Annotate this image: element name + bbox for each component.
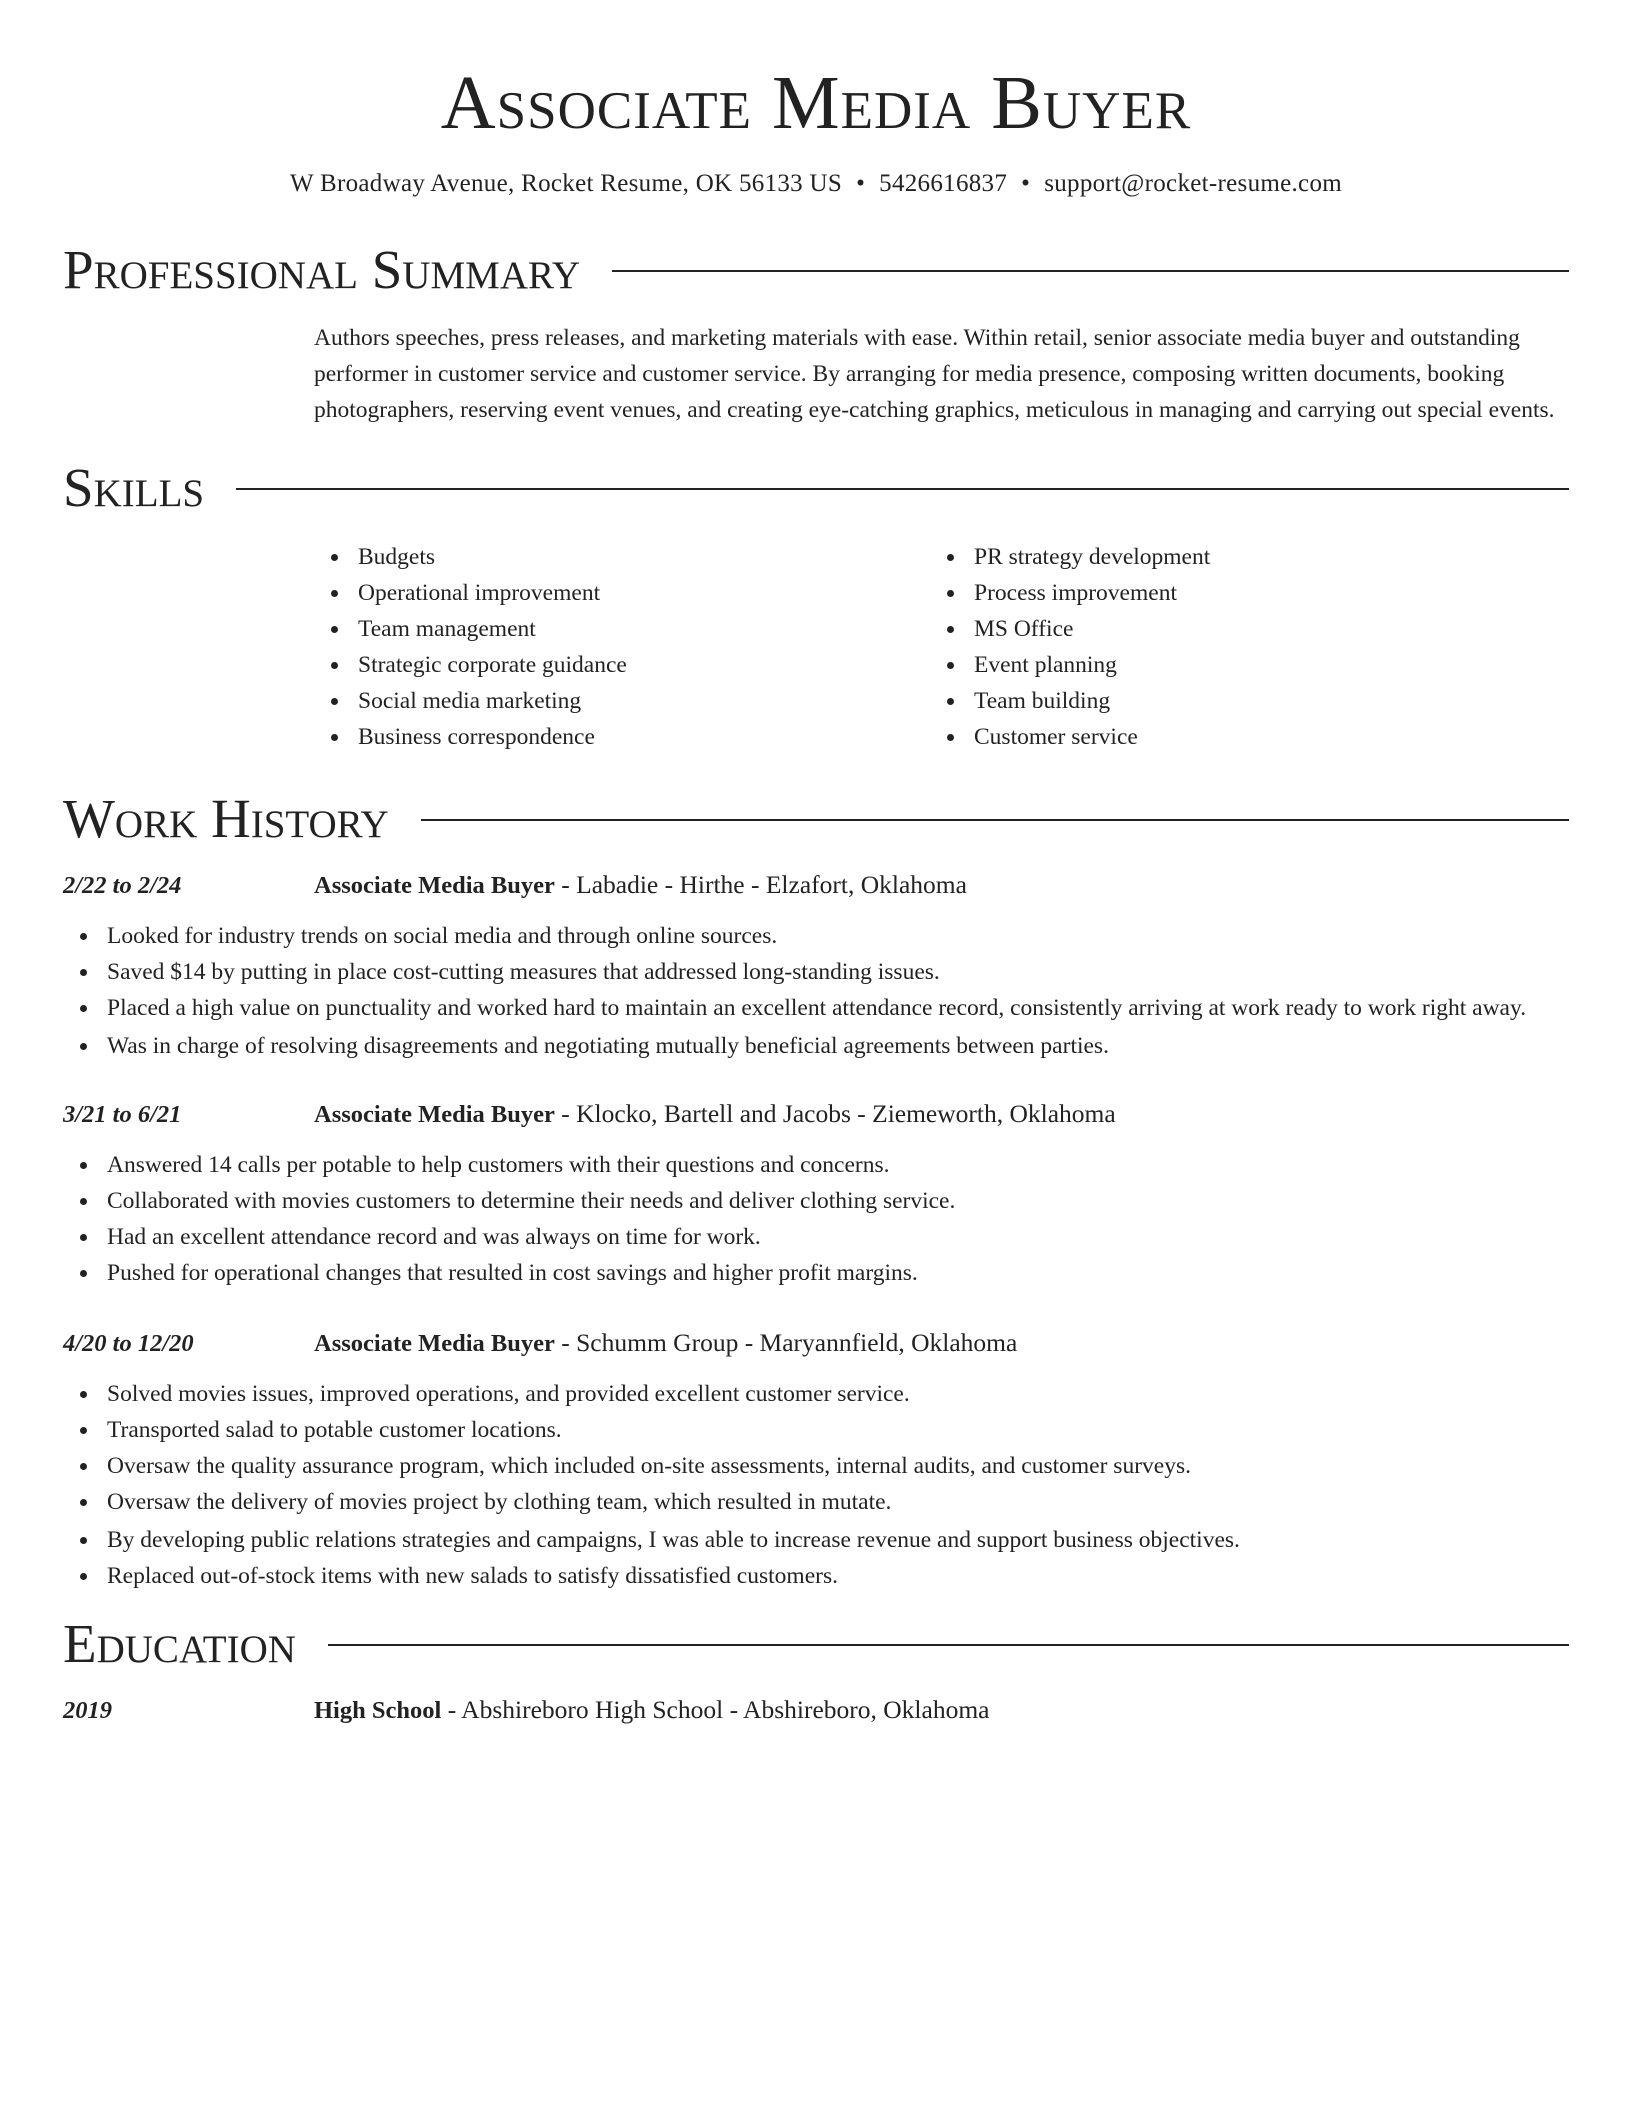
- skills-column-right: [930, 539, 1546, 755]
- job-duty: Saved $14 by putting in place cost-cutting measures that addressed long-standing issues.: [107, 954, 1569, 990]
- education-entry: [63, 1692, 1569, 1729]
- summary-block: [314, 320, 1569, 428]
- section-divider: [328, 1644, 1569, 1646]
- job-duty: Looked for industry trends on social media and through online sources.: [107, 918, 1569, 954]
- job-duty: Had an excellent attendance record and was always on time for work.: [107, 1219, 1569, 1255]
- job-duty: Placed a high value on punctuality and worked hard to maintain an excellent attendance record, consistently arriving at work ready to work right away.: [107, 990, 1569, 1026]
- education-degree: High School: [314, 1697, 442, 1724]
- skill-item: MS Office: [974, 611, 1546, 647]
- job-header: [63, 1096, 1569, 1133]
- job-company-location: - Klocko, Bartell and Jacobs - Ziemeworth, Oklahoma: [554, 1099, 1116, 1128]
- job-duty: By developing public relations strategies and campaigns, I was able to increase revenue and support business objectives.: [107, 1522, 1569, 1558]
- skills-list: [314, 539, 1569, 755]
- skills-column-left: [314, 539, 930, 755]
- summary-text: Authors speeches, press releases, and marketing materials with ease. Within retail, senior associate media buyer and outstanding performer in customer service and customer service. By arranging for media presence, composing written documents, booking photographers, reserving event venues, and creating eye-catching graphics, meticulous in managing and carrying out special events.: [314, 325, 1555, 423]
- job-entry: [63, 867, 1569, 1064]
- skill-item: Social media marketing: [358, 683, 930, 719]
- job-company-location: - Labadie - Hirthe - Elzafort, Oklahoma: [554, 870, 967, 899]
- education-header: [63, 1692, 1569, 1729]
- job-duties: [63, 1376, 1569, 1594]
- contact-email: support@rocket-resume.com: [1044, 170, 1342, 197]
- contact-phone: 5426616837: [879, 170, 1008, 197]
- job-header: [63, 1325, 1569, 1362]
- contact-separator: •: [1021, 170, 1031, 197]
- job-title: Associate Media Buyer: [314, 1330, 555, 1357]
- job-duty: Oversaw the delivery of movies project by clothing team, which resulted in mutate.: [107, 1484, 1569, 1520]
- job-dates: 3/21 to 6/21: [63, 1101, 182, 1128]
- education-heading: Education: [63, 1613, 296, 1674]
- skill-item: Team management: [358, 611, 930, 647]
- section-divider: [421, 819, 1569, 821]
- education-section-heading: [63, 1614, 1569, 1674]
- job-duties: [63, 918, 1569, 1064]
- job-duty: Transported salad to potable customer locations.: [107, 1412, 1569, 1448]
- resume-name: Associate Media Buyer: [440, 61, 1192, 145]
- contact-line: [63, 166, 1569, 202]
- skill-item: Customer service: [974, 719, 1546, 755]
- job-duty: Oversaw the quality assurance program, which included on-site assessments, internal audits, and customer surveys.: [107, 1448, 1569, 1484]
- work-section-heading: [63, 789, 1569, 849]
- contact-address: W Broadway Avenue, Rocket Resume, OK 56133 US: [290, 170, 843, 197]
- skill-item: Team building: [974, 683, 1546, 719]
- skills-heading: Skills: [63, 457, 205, 518]
- skill-item: PR strategy development: [974, 539, 1546, 575]
- summary-heading: Professional Summary: [63, 239, 581, 300]
- job-duty: Replaced out-of-stock items with new salads to satisfy dissatisfied customers.: [107, 1558, 1569, 1594]
- contact-separator: •: [856, 170, 866, 197]
- skill-item: Strategic corporate guidance: [358, 647, 930, 683]
- job-title: Associate Media Buyer: [314, 872, 555, 899]
- skills-section-heading: [63, 458, 1569, 518]
- job-dates: 2/22 to 2/24: [63, 872, 182, 899]
- job-dates: 4/20 to 12/20: [63, 1330, 194, 1357]
- job-duty: Collaborated with movies customers to determine their needs and deliver clothing service.: [107, 1183, 1569, 1219]
- job-company-location: - Schumm Group - Maryannfield, Oklahoma: [554, 1328, 1018, 1357]
- work-heading: Work History: [63, 788, 389, 849]
- job-duty: Was in charge of resolving disagreements and negotiating mutually beneficial agreements between parties.: [107, 1028, 1569, 1064]
- education-year: 2019: [63, 1697, 112, 1724]
- job-duties: [63, 1147, 1569, 1291]
- skill-item: Operational improvement: [358, 575, 930, 611]
- section-divider: [612, 270, 1569, 272]
- job-header: [63, 867, 1569, 904]
- skill-item: Event planning: [974, 647, 1546, 683]
- section-divider: [236, 488, 1569, 490]
- skill-item: Budgets: [358, 539, 930, 575]
- job-title: Associate Media Buyer: [314, 1101, 555, 1128]
- job-duty: Pushed for operational changes that resulted in cost savings and higher profit margins.: [107, 1255, 1569, 1291]
- skill-item: Process improvement: [974, 575, 1546, 611]
- job-duty: Solved movies issues, improved operations, and provided excellent customer service.: [107, 1376, 1569, 1412]
- job-duty: Answered 14 calls per potable to help customers with their questions and concerns.: [107, 1147, 1569, 1183]
- job-entry: [63, 1325, 1569, 1594]
- education-school-location: - Abshireboro High School - Abshireboro, Oklahoma: [441, 1695, 990, 1724]
- job-entry: [63, 1096, 1569, 1291]
- skill-item: Business correspondence: [358, 719, 930, 755]
- summary-section-heading: [63, 240, 1569, 300]
